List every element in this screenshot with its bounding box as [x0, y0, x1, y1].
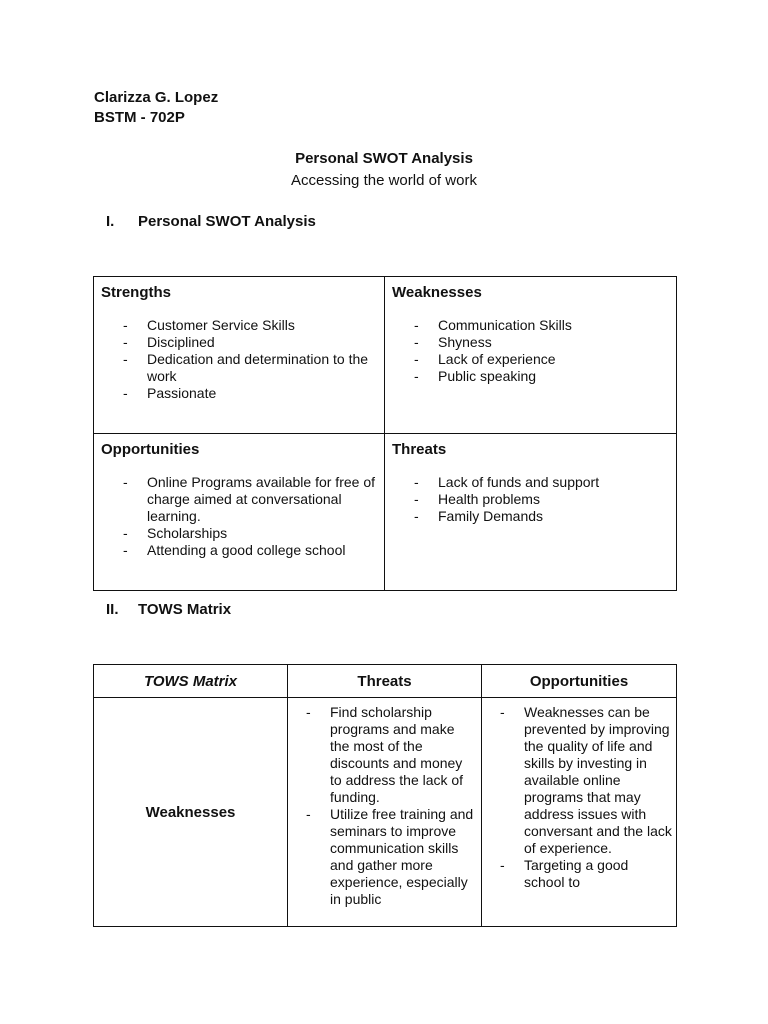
list-item: - Dedication and determination to the work: [123, 351, 377, 385]
tows-table: [93, 664, 677, 927]
list-item: - Scholarships: [123, 525, 377, 542]
section-heading-1: [106, 213, 316, 230]
weaknesses-cell: [385, 277, 677, 434]
author-block: [94, 88, 218, 128]
list-item: - Public speaking: [414, 368, 669, 385]
list-item: - Health problems: [414, 491, 669, 508]
list-item: - Lack of experience: [414, 351, 669, 368]
list-item: - Customer Service Skills: [123, 317, 377, 334]
author-section: BSTM - 702P: [94, 109, 185, 126]
section-title: TOWS Matrix: [138, 601, 232, 618]
list-item: - Disciplined: [123, 334, 377, 351]
opportunities-list: [101, 474, 377, 559]
threats-list: [392, 474, 669, 525]
strengths-cell: [94, 277, 385, 434]
author-name: Clarizza G. Lopez: [94, 89, 219, 106]
tows-threats-header: Threats: [288, 665, 482, 698]
list-item: - Utilize free training and seminars to improve communication skills and gather more experience, especially in public: [306, 806, 477, 908]
wt-strategies-list: [288, 698, 481, 908]
section-number: I.: [106, 213, 115, 230]
list-item: - Attending a good college school: [123, 542, 377, 559]
list-item: - Communication Skills: [414, 317, 669, 334]
section-title: Personal SWOT Analysis: [138, 213, 316, 230]
weaknesses-heading: Weaknesses: [392, 284, 482, 301]
tows-corner-header: TOWS Matrix: [94, 665, 288, 698]
opportunities-heading: Opportunities: [101, 441, 200, 458]
tows-weaknesses-row-header: Weaknesses: [94, 698, 288, 927]
threats-heading: Threats: [392, 441, 447, 458]
tows-wo-cell: [482, 698, 677, 927]
list-item: - Passionate: [123, 385, 377, 402]
list-item: - Targeting a good school to: [500, 857, 672, 891]
swot-table: [93, 276, 677, 591]
document-title: Personal SWOT Analysis: [295, 150, 473, 167]
tows-wt-cell: [288, 698, 482, 927]
threats-cell: [385, 434, 677, 591]
strengths-heading: Strengths: [101, 284, 172, 301]
list-item: - Shyness: [414, 334, 669, 351]
tows-opportunities-header: Opportunities: [482, 665, 677, 698]
list-item: - Find scholarship programs and make the most of the discounts and money to address the lack of funding.: [306, 704, 477, 806]
list-item: - Online Programs available for free of charge aimed at conversational learning.: [123, 474, 377, 525]
list-item: - Weaknesses can be prevented by improving the quality of life and skills by investing in available online programs that may address issues with conversant and the lack of experience.: [500, 704, 672, 857]
wo-strategies-list: [482, 698, 676, 891]
strengths-list: [101, 317, 377, 402]
opportunities-cell: [94, 434, 385, 591]
section-heading-2: [106, 601, 231, 618]
weaknesses-list: [392, 317, 669, 385]
document-subtitle: Accessing the world of work: [291, 172, 477, 189]
list-item: - Lack of funds and support: [414, 474, 669, 491]
list-item: - Family Demands: [414, 508, 669, 525]
section-number: II.: [106, 601, 119, 618]
